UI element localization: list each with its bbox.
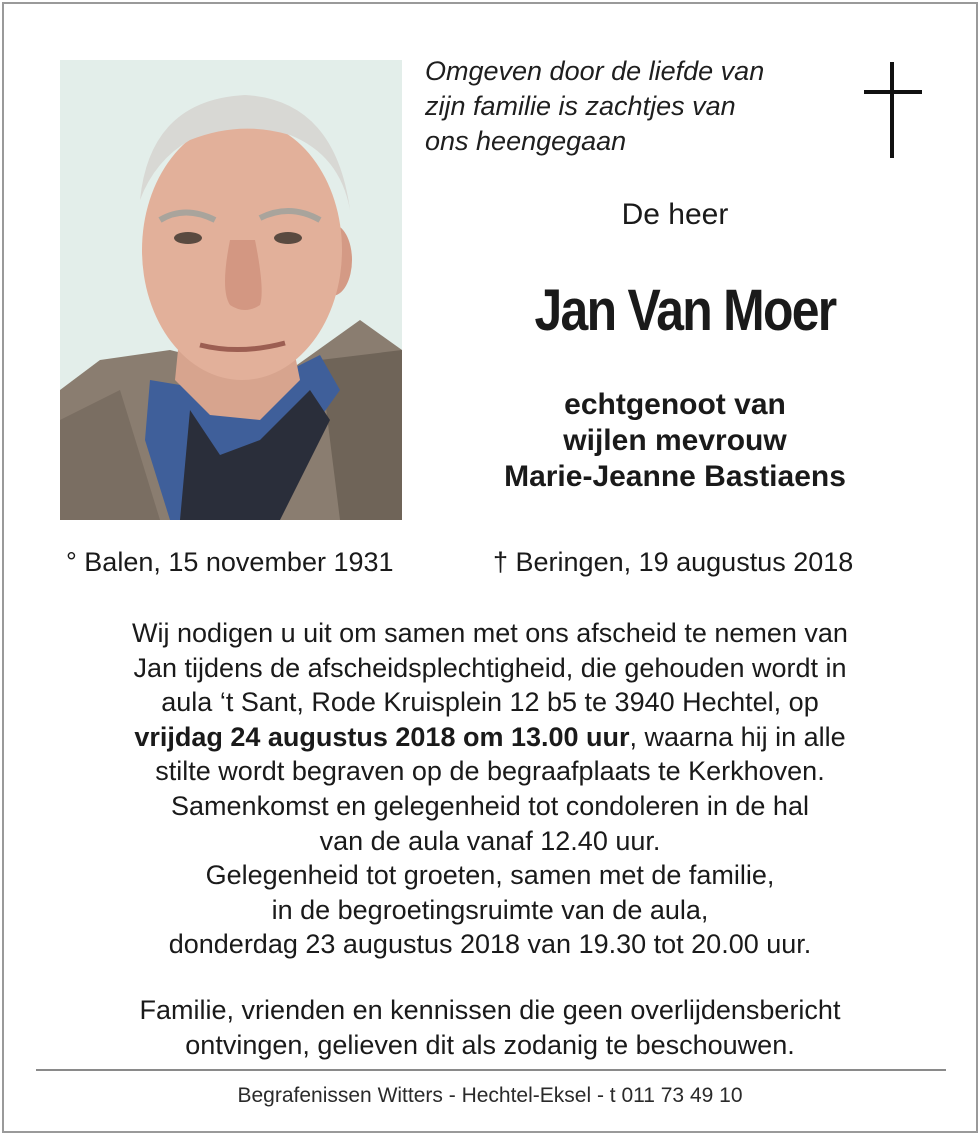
closing-text xyxy=(40,993,940,1062)
intro-line: Omgeven door de liefde van xyxy=(425,56,765,86)
body-line: Jan tijdens de afscheidsplechtigheid, die gehouden wordt in xyxy=(133,652,847,683)
body-line: stilte wordt begraven op de begraafplaats te Kerkhoven. xyxy=(155,756,825,787)
life-dates xyxy=(0,544,980,584)
body-line: donderdag 23 augustus 2018 van 19.30 tot 20.00 uur. xyxy=(168,929,812,960)
body-line-rest: , waarna hij in alle xyxy=(629,721,846,752)
intro-line: ons heengegaan xyxy=(425,126,627,156)
invitation-text xyxy=(40,616,940,962)
closing-line: Familie, vrienden en kennissen die geen overlijdensbericht xyxy=(139,995,841,1025)
body-line: van de aula vanaf 12.40 uur. xyxy=(319,825,661,856)
footer-divider xyxy=(36,1069,946,1071)
funeral-home-footer: Begrafenissen Witters - Hechtel-Eksel - t 011 73 49 10 xyxy=(237,1084,743,1107)
body-line: aula ‘t Sant, Rode Kruisplein 12 b5 te 3940 Hechtel, op xyxy=(161,687,819,718)
body-line: in de begroetingsruimte van de aula, xyxy=(271,894,709,925)
closing-line: ontvingen, gelieven dit als zodanig te beschouwen. xyxy=(185,1029,795,1060)
latin-cross-icon xyxy=(864,62,922,158)
ceremony-datetime: vrijdag 24 augustus 2018 om 13.00 uur xyxy=(134,721,630,752)
spouse-line: wijlen mevrouw xyxy=(563,424,787,457)
spouse-info xyxy=(440,387,910,495)
body-line: Gelegenheid tot groeten, samen met de familie, xyxy=(205,860,775,891)
deceased-name: Jan Van Moer xyxy=(534,278,836,343)
intro-line: zijn familie is zachtjes van xyxy=(425,91,736,121)
body-line: Wij nodigen u uit om samen met ons afscheid te nemen van xyxy=(132,618,848,648)
honorific: De heer xyxy=(621,198,729,231)
body-line: Samenkomst en gelegenheid tot condoleren in de hal xyxy=(171,790,809,821)
spouse-line: echtgenoot van xyxy=(564,388,786,421)
birth-date: ° Balen, 15 november 1931 xyxy=(66,547,394,577)
spouse-line: Marie-Jeanne Bastiaens xyxy=(504,460,846,493)
intro-text xyxy=(425,54,845,159)
death-date: † Beringen, 19 augustus 2018 xyxy=(493,547,854,577)
portrait-photo xyxy=(60,60,402,520)
body-line xyxy=(40,720,940,755)
